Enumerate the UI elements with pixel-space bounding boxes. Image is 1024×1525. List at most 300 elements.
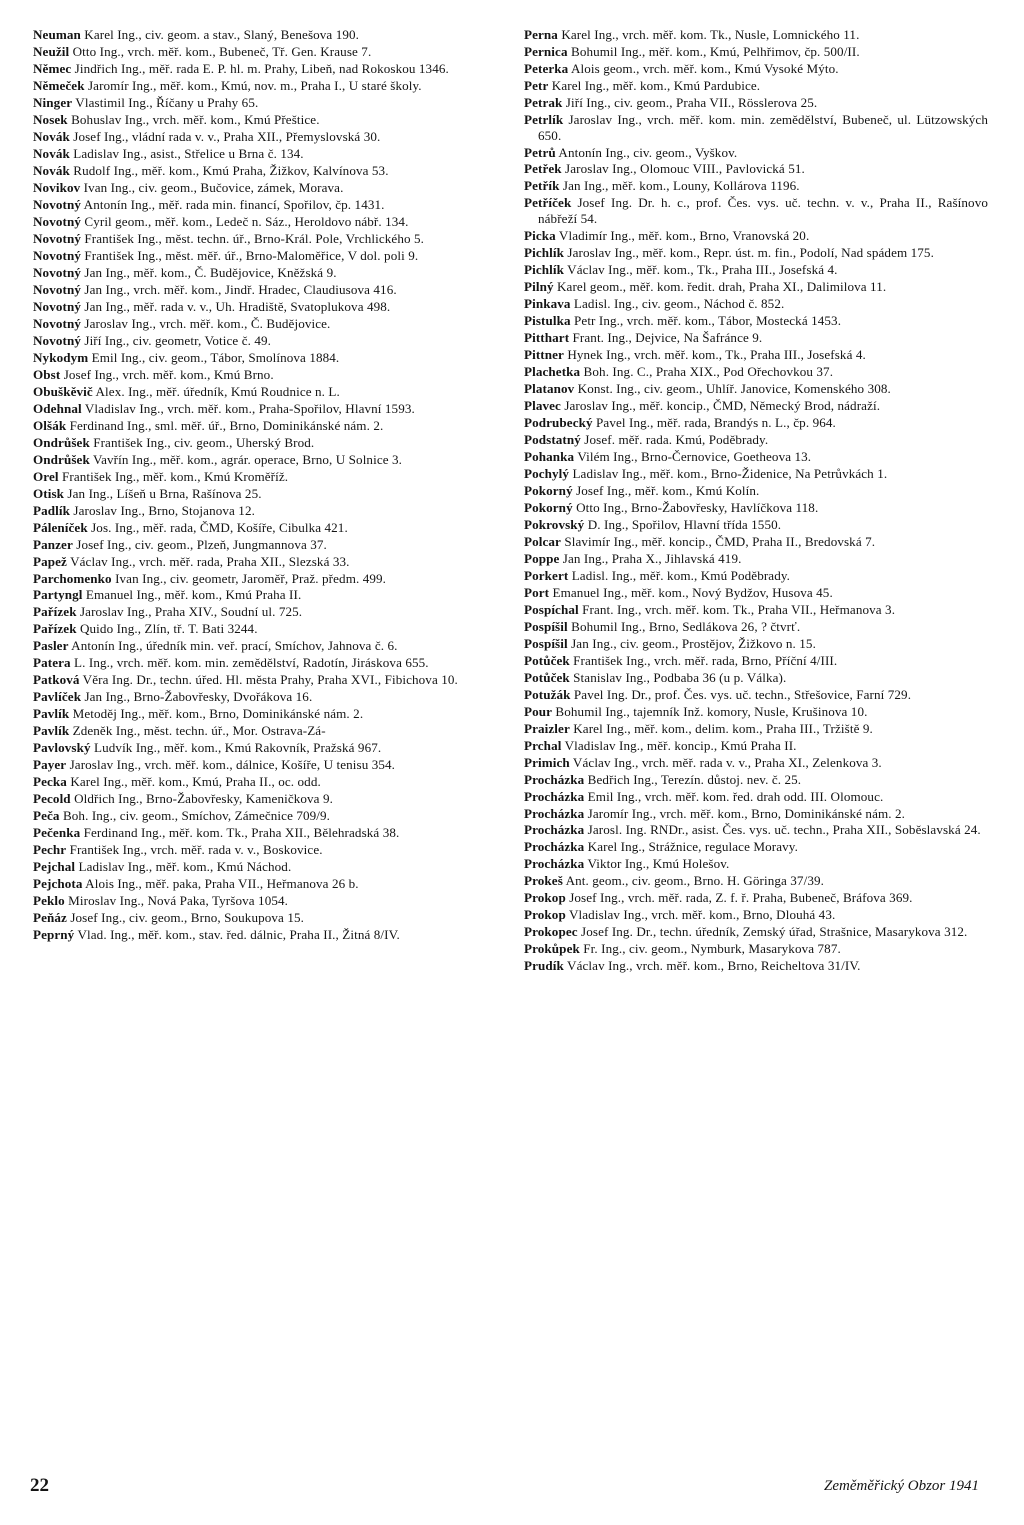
entry-details: Vladislav Ing., vrch. měř. kom., Praha-Spořilov, Hlavní 1593. xyxy=(81,400,415,416)
directory-entry xyxy=(33,927,497,943)
entry-details: Frant. Ing., vrch. měř. kom. Tk., Praha VII., Heřmanova 3. xyxy=(578,601,896,617)
entry-details: František Ing., civ. geom., Uherský Brod. xyxy=(89,434,315,450)
entry-surname: Páleníček xyxy=(33,519,88,535)
directory-entry xyxy=(524,500,988,516)
entry-surname: Procházka xyxy=(524,771,585,787)
entry-details: Jan Ing., Líšeň u Brna, Rašínova 25. xyxy=(64,485,262,501)
directory-entry xyxy=(524,839,988,855)
directory-entry xyxy=(524,364,988,380)
entry-surname: Panzer xyxy=(33,536,73,552)
entry-details: Karel Ing., Strážnice, regulace Moravy. xyxy=(584,839,798,855)
entry-surname: Payer xyxy=(33,757,67,773)
entry-details: Fr. Ing., civ. geom., Nymburk, Masarykova 787. xyxy=(579,941,841,957)
entry-surname: Potůček xyxy=(524,652,570,668)
entry-surname: Novotný xyxy=(33,332,81,348)
entry-details: Jan Ing., Praha X., Jihlavská 419. xyxy=(559,550,742,566)
entry-details: Jan Ing., měř. kom., Louny, Kollárova 1196. xyxy=(559,178,800,194)
directory-entry xyxy=(33,435,497,451)
right-column xyxy=(524,27,988,975)
directory-entry xyxy=(524,534,988,550)
entry-details: Viktor Ing., Kmú Holešov. xyxy=(584,856,730,872)
directory-entry xyxy=(33,146,497,162)
directory-entry xyxy=(33,350,497,366)
directory-entry xyxy=(33,197,497,213)
entry-surname: Pinkava xyxy=(524,295,571,311)
directory-entry xyxy=(33,27,497,43)
directory-entry xyxy=(33,689,497,705)
directory-entry xyxy=(33,214,497,230)
directory-entry xyxy=(524,195,988,226)
entry-surname: Pospíšil xyxy=(524,618,568,634)
directory-entry xyxy=(524,95,988,111)
entry-details: Jan Ing., Brno-Žabovřesky, Dvořákova 16. xyxy=(81,689,313,705)
entry-details: Vilém Ing., Brno-Černovice, Goetheova 13. xyxy=(574,448,812,464)
entry-surname: Pichlík xyxy=(524,245,564,261)
entry-details: Jaroslav Ing., měř. kom., Repr. úst. m. fin., Podolí, Nad spádem 175. xyxy=(564,245,934,261)
entry-surname: Podstatný xyxy=(524,431,581,447)
directory-entry xyxy=(524,145,988,161)
entry-surname: Olšák xyxy=(33,417,67,433)
entry-details: Antonín Ing., úředník min. veř. prací, Smíchov, Jahnova č. 6. xyxy=(68,638,398,654)
directory-entry xyxy=(524,738,988,754)
directory-entry xyxy=(524,721,988,737)
directory-entry xyxy=(33,452,497,468)
entry-details: Ladisl. Ing., civ. geom., Náchod č. 852. xyxy=(570,295,785,311)
entry-details: Vladimír Ing., měř. kom., Brno, Vranovská 20. xyxy=(555,228,810,244)
directory-entry xyxy=(33,791,497,807)
entry-details: D. Ing., Spořilov, Hlavní třída 1550. xyxy=(584,516,782,532)
entry-details: Otto Ing., Brno-Žabovřesky, Havlíčkova 118. xyxy=(572,499,819,515)
entry-details: Josef Ing., vrch. měř. rada, Z. f. ř. Praha, Bubeneč, Bráfova 369. xyxy=(565,890,913,906)
directory-entry xyxy=(33,859,497,875)
entry-details: Rudolf Ing., měř. kom., Kmú Praha, Žižkov, Kalvínova 53. xyxy=(69,162,389,178)
entry-surname: Primich xyxy=(524,754,570,770)
directory-entry xyxy=(33,163,497,179)
directory-entry xyxy=(524,381,988,397)
entry-details: Josef Ing., civ. geom., Brno, Soukupova 15. xyxy=(66,910,304,926)
entry-details: Jan Ing., měř. rada v. v., Uh. Hradiště, Svatoplukova 498. xyxy=(81,298,391,314)
directory-entry xyxy=(524,619,988,635)
entry-surname: Pilný xyxy=(524,278,554,294)
entry-details: Antonín Ing., civ. geom., Vyškov. xyxy=(555,144,738,160)
directory-entry xyxy=(524,755,988,771)
directory-entry xyxy=(33,265,497,281)
directory-entry xyxy=(33,129,497,145)
entry-surname: Pecka xyxy=(33,774,67,790)
entry-details: Václav Ing., vrch. měř. rada, Praha XII., Slezská 33. xyxy=(66,553,350,569)
directory-entry xyxy=(33,723,497,739)
entry-surname: Pařízek xyxy=(33,621,77,637)
entry-details: Jaromír Ing., vrch. měř. kom., Brno, Dominikánské nám. 2. xyxy=(584,805,906,821)
directory-entry xyxy=(524,279,988,295)
directory-entry xyxy=(33,706,497,722)
directory-entry xyxy=(33,61,497,77)
entry-surname: Němec xyxy=(33,60,72,76)
page-number: 22 xyxy=(30,1475,49,1496)
entry-surname: Petřík xyxy=(524,178,560,194)
entry-surname: Potužák xyxy=(524,686,571,702)
entry-surname: Parchomenko xyxy=(33,570,112,586)
entry-surname: Novotný xyxy=(33,247,81,263)
directory-entry xyxy=(524,483,988,499)
entry-surname: Procházka xyxy=(524,822,585,838)
entry-surname: Obuškěvič xyxy=(33,383,93,399)
entry-details: František Ing., měst. měř. úř., Brno-Maloměřice, V dol. poli 9. xyxy=(81,247,419,263)
directory-entry xyxy=(33,112,497,128)
entry-details: Emanuel Ing., měř. kom., Nový Bydžov, Husova 45. xyxy=(549,584,833,600)
entry-details: Boh. Ing. C., Praha XIX., Pod Ořechovkou 37. xyxy=(580,363,834,379)
entry-surname: Partyngl xyxy=(33,587,83,603)
entry-surname: Perna xyxy=(524,27,558,42)
directory-entry xyxy=(524,873,988,889)
entry-details: Karel Ing., vrch. měř. kom. Tk., Nusle, Lomnického 11. xyxy=(557,27,860,42)
entry-details: František Ing., měř. kom., Kmú Kroměříž. xyxy=(58,468,289,484)
entry-surname: Petrů xyxy=(524,144,556,160)
directory-entry xyxy=(524,228,988,244)
entry-surname: Otisk xyxy=(33,485,65,501)
entry-surname: Procházka xyxy=(524,856,585,872)
entry-details: Bohumil Ing., Brno, Sedlákova 26, ? čtvrť. xyxy=(567,618,801,634)
entry-details: Vladislav Ing., měř. koncip., Kmú Praha II. xyxy=(561,737,797,753)
entry-details: Bohumil Ing., tajemník Inž. komory, Nusle, Krušinova 10. xyxy=(552,703,868,719)
entry-details: Alex. Ing., měř. úředník, Kmú Roudnice n. L. xyxy=(92,383,340,399)
entry-details: František Ing., vrch. měř. rada v. v., Boskovice. xyxy=(66,842,323,858)
entry-details: Alois geom., vrch. měř. kom., Kmú Vysoké Mýto. xyxy=(568,60,839,76)
entry-details: Cyril geom., měř. kom., Ledeč n. Sáz., Heroldovo nábř. 134. xyxy=(81,213,409,229)
directory-entry xyxy=(524,313,988,329)
directory-entry xyxy=(524,806,988,822)
entry-surname: Poppe xyxy=(524,550,560,566)
directory-entry xyxy=(33,587,497,603)
directory-entry xyxy=(524,602,988,618)
entry-surname: Nykodym xyxy=(33,349,89,365)
entry-details: Stanislav Ing., Podbaba 36 (u p. Válka). xyxy=(569,669,787,685)
entry-surname: Peterka xyxy=(524,60,569,76)
directory-entry xyxy=(33,367,497,383)
entry-details: Václav Ing., měř. kom., Tk., Praha III., Josefská 4. xyxy=(564,262,838,277)
entry-details: Věra Ing. Dr., techn. úřed. Hl. města Prahy, Praha XVI., Fibichova 10. xyxy=(79,672,458,688)
entry-surname: Peklo xyxy=(33,893,65,909)
directory-entry xyxy=(524,856,988,872)
entry-surname: Pittner xyxy=(524,346,564,362)
directory-entry xyxy=(524,449,988,465)
entry-surname: Petrak xyxy=(524,94,563,110)
entry-details: Konst. Ing., civ. geom., Uhlíř. Janovice, Komenského 308. xyxy=(574,380,891,396)
entry-surname: Odehnal xyxy=(33,400,82,416)
entry-surname: Pařízek xyxy=(33,604,77,620)
entry-details: Jaroslav Ing., vrch. měř. kom., dálnice, Košíře, U tenisu 354. xyxy=(66,757,396,773)
entry-surname: Praizler xyxy=(524,720,570,736)
entry-details: Ludvík Ing., měř. kom., Kmú Rakovník, Pražská 967. xyxy=(90,740,382,756)
entry-surname: Novák xyxy=(33,162,70,178)
directory-entry xyxy=(524,704,988,720)
entry-surname: Ninger xyxy=(33,94,73,110)
directory-entry xyxy=(33,384,497,400)
entry-surname: Procházka xyxy=(524,839,585,855)
entry-surname: Pečenka xyxy=(33,825,81,841)
entry-surname: Petr xyxy=(524,77,549,93)
entry-details: Karel Ing., měř. kom., Kmú, Praha II., oc. odd. xyxy=(66,774,321,790)
entry-details: Václav Ing., vrch. měř. kom., Brno, Reicheltova 31/IV. xyxy=(563,958,861,974)
entry-details: Pavel Ing. Dr., prof. Čes. vys. uč. techn., Střešovice, Farní 729. xyxy=(570,686,912,702)
entry-surname: Němeček xyxy=(33,77,85,93)
directory-entry xyxy=(33,910,497,926)
entry-surname: Prokop xyxy=(524,907,566,923)
directory-entry xyxy=(524,653,988,669)
entry-surname: Pistulka xyxy=(524,312,571,328)
entry-details: Václav Ing., vrch. měř. rada v. v., Praha XI., Zelenkova 3. xyxy=(569,754,882,770)
entry-surname: Porkert xyxy=(524,567,569,583)
entry-surname: Platanov xyxy=(524,380,575,396)
directory-entry xyxy=(524,789,988,805)
entry-surname: Novikov xyxy=(33,179,81,195)
entry-details: Josef Ing., vládní rada v. v., Praha XII., Přemyslovská 30. xyxy=(69,128,381,144)
directory-entry xyxy=(524,466,988,482)
directory-entry xyxy=(33,825,497,841)
directory-entry xyxy=(524,61,988,77)
page-footer xyxy=(0,1475,1024,1505)
entry-surname: Petřek xyxy=(524,161,562,177)
directory-entry xyxy=(33,520,497,536)
entry-surname: Procházka xyxy=(524,788,585,804)
directory-entry xyxy=(33,248,497,264)
entry-details: Jan Ing., měř. kom., Č. Budějovice, Kněžská 9. xyxy=(81,264,337,280)
directory-entry xyxy=(524,178,988,194)
directory-entry xyxy=(33,95,497,111)
entry-surname: Novotný xyxy=(33,298,81,314)
entry-details: Josef. měř. rada. Kmú, Poděbrady. xyxy=(580,431,769,447)
entry-details: Ladislav Ing., měř. kom., Brno-Židenice, Na Petrůvkách 1. xyxy=(569,465,888,481)
entry-surname: Pochylý xyxy=(524,465,570,481)
journal-title: Zeměměřický Obzor 1941 xyxy=(824,1478,979,1494)
directory-entry xyxy=(33,621,497,637)
entry-details: František Ing., měst. techn. úř., Brno-Král. Pole, Vrchlického 5. xyxy=(81,230,425,246)
entry-surname: Pejchal xyxy=(33,859,76,875)
entry-surname: Pokrovský xyxy=(524,516,585,532)
directory-entry xyxy=(524,941,988,957)
entry-surname: Prokop xyxy=(524,890,566,906)
entry-surname: Pitthart xyxy=(524,329,570,345)
entry-details: Ferdinand Ing., měř. kom. Tk., Praha XII., Bělehradská 38. xyxy=(80,825,400,841)
entry-details: Ladislav Ing., asist., Střelice u Brna č. 134. xyxy=(69,145,304,161)
entry-surname: Pavlíček xyxy=(33,689,82,705)
directory-entry xyxy=(524,398,988,414)
entry-surname: Pospíšil xyxy=(524,635,568,651)
entry-details: Josef Ing. Dr., techn. úředník, Zemský úřad, Strašnice, Masarykova 312. xyxy=(577,924,968,940)
entry-surname: Novák xyxy=(33,128,70,144)
entry-surname: Neuman xyxy=(33,27,81,42)
entry-surname: Novotný xyxy=(33,213,81,229)
directory-entry xyxy=(33,554,497,570)
entry-surname: Pohanka xyxy=(524,448,575,464)
entry-details: Ferdinand Ing., sml. měř. úř., Brno, Dominikánské nám. 2. xyxy=(66,417,384,433)
directory-entry xyxy=(524,907,988,923)
entry-details: Ladislav Ing., měř. kom., Kmú Náchod. xyxy=(75,859,292,875)
entry-details: Jaroslav Ing., měř. koncip., ČMD, Německý Brod, nádraží. xyxy=(560,397,881,413)
entry-surname: Novotný xyxy=(33,315,81,331)
entry-details: Ladisl. Ing., měř. kom., Kmú Poděbrady. xyxy=(568,567,791,583)
entry-surname: Plachetka xyxy=(524,363,581,379)
directory-entry xyxy=(33,638,497,654)
directory-entry xyxy=(33,401,497,417)
entry-surname: Pecold xyxy=(33,791,71,807)
directory-entry xyxy=(33,655,497,671)
entry-surname: Obst xyxy=(33,366,61,382)
entry-details: Karel geom., měř. kom. ředit. drah, Praha XI., Dalimilova 11. xyxy=(553,278,887,294)
entry-details: Jaromír Ing., měř. kom., Kmú, nov. m., Praha I., U staré školy. xyxy=(84,77,422,93)
directory-entry xyxy=(524,670,988,686)
entry-details: Oldřich Ing., Brno-Žabovřesky, Kameničkova 9. xyxy=(70,791,333,807)
entry-surname: Orel xyxy=(33,468,59,484)
entry-details: Jos. Ing., měř. rada, ČMD, Košíře, Cibulka 421. xyxy=(87,519,348,535)
directory-entry xyxy=(33,503,497,519)
entry-surname: Potůček xyxy=(524,669,570,685)
entry-surname: Petrlík xyxy=(524,111,564,127)
directory-entry xyxy=(33,316,497,332)
entry-details: Josef Ing. Dr. h. c., prof. Čes. vys. uč. techn. v. v., Praha II., Rašínovo nábřeží 54. xyxy=(538,195,988,227)
entry-details: Jaroslav Ing., vrch. měř. kom., Č. Budějovice. xyxy=(81,315,331,331)
entry-details: Frant. Ing., Dejvice, Na Šafránce 9. xyxy=(569,329,763,345)
entry-surname: Novák xyxy=(33,145,70,161)
entry-surname: Padlík xyxy=(33,502,70,518)
directory-entry xyxy=(33,469,497,485)
entry-details: Bedřich Ing., Terezín. důstoj. nev. č. 25. xyxy=(584,771,802,787)
entry-surname: Pokorný xyxy=(524,499,573,515)
entry-details: Metoděj Ing., měř. kom., Brno, Dominikánské nám. 2. xyxy=(69,706,364,722)
directory-entry xyxy=(33,740,497,756)
entry-surname: Pospíchal xyxy=(524,601,579,617)
directory-entry xyxy=(33,44,497,60)
directory-entry xyxy=(33,876,497,892)
directory-entry xyxy=(524,568,988,584)
entry-details: František Ing., vrch. měř. rada, Brno, Příční 4/III. xyxy=(569,652,838,668)
directory-entry xyxy=(524,822,988,838)
entry-details: Pavel Ing., měř. rada, Brandýs n. L., čp. 964. xyxy=(592,414,836,430)
entry-details: Jindřich Ing., měř. rada E. P. hl. m. Prahy, Libeň, nad Rokoskou 1346. xyxy=(71,60,449,76)
directory-entry xyxy=(524,44,988,60)
directory-entry xyxy=(524,687,988,703)
entry-surname: Podrubecký xyxy=(524,414,593,430)
directory-entry xyxy=(524,112,988,143)
directory-entry xyxy=(524,551,988,567)
entry-details: Slavimír Ing., měř. koncip., ČMD, Praha II., Bredovská 7. xyxy=(560,533,876,549)
entry-details: Emil Ing., civ. geom., Tábor, Smolínova 1884. xyxy=(88,349,340,365)
entry-surname: Peča xyxy=(33,808,60,824)
directory-entry xyxy=(524,245,988,261)
directory-entry xyxy=(33,893,497,909)
entry-surname: Prchal xyxy=(524,737,562,753)
directory-entry xyxy=(33,537,497,553)
entry-surname: Patera xyxy=(33,655,71,671)
directory-entry xyxy=(524,330,988,346)
directory-entry xyxy=(33,78,497,94)
entry-details: Jaroslav Ing., Praha XIV., Soudní ul. 725. xyxy=(76,604,303,620)
entry-surname: Pechr xyxy=(33,842,67,858)
entry-details: Vladislav Ing., vrch. měř. kom., Brno, Dlouhá 43. xyxy=(565,907,836,923)
entry-surname: Peprný xyxy=(33,927,75,943)
entry-surname: Pejchota xyxy=(33,876,83,892)
directory-entry xyxy=(33,842,497,858)
directory-entry xyxy=(524,958,988,974)
entry-surname: Neužil xyxy=(33,43,70,59)
entry-surname: Prokopec xyxy=(524,924,578,940)
entry-surname: Procházka xyxy=(524,805,585,821)
entry-details: Ivan Ing., civ. geom., Bučovice, zámek, Morava. xyxy=(80,179,344,195)
directory-entry xyxy=(524,585,988,601)
entry-details: Quido Ing., Zlín, tř. T. Bati 3244. xyxy=(76,621,258,637)
directory-entry xyxy=(524,415,988,431)
entry-details: Emanuel Ing., měř. kom., Kmú Praha II. xyxy=(82,587,302,603)
entry-details: Ant. geom., civ. geom., Brno. H. Göringa 37/39. xyxy=(562,873,824,889)
entry-surname: Pichlík xyxy=(524,262,564,277)
entry-surname: Ondrůšek xyxy=(33,451,90,467)
entry-details: Boh. Ing., civ. geom., Smíchov, Zámečnice 709/9. xyxy=(59,808,331,824)
directory-entry xyxy=(33,808,497,824)
entry-surname: Prokůpek xyxy=(524,941,580,957)
entry-surname: Picka xyxy=(524,228,556,244)
entry-details: L. Ing., vrch. měř. kom. min. zemědělství, Radotín, Jiráskova 655. xyxy=(70,655,429,671)
directory-entry xyxy=(524,517,988,533)
directory-entry xyxy=(33,231,497,247)
entry-details: Josef Ing., měř. kom., Kmú Kolín. xyxy=(572,482,760,498)
entry-surname: Polcar xyxy=(524,533,561,549)
entry-details: Alois Ing., měř. paka, Praha VII., Heřmanova 26 b. xyxy=(82,876,359,892)
entry-details: Antonín Ing., měř. rada min. financí, Spořilov, čp. 1431. xyxy=(81,196,385,212)
entry-details: Josef Ing., vrch. měř. kom., Kmú Brno. xyxy=(60,366,274,382)
entry-surname: Pokorný xyxy=(524,482,573,498)
entry-surname: Nosek xyxy=(33,111,68,127)
entry-details: Hynek Ing., vrch. měř. kom., Tk., Praha III., Josefská 4. xyxy=(563,346,866,362)
directory-entry xyxy=(524,890,988,906)
entry-details: Jaroslav Ing., Brno, Stojanova 12. xyxy=(70,502,255,518)
directory-entry xyxy=(524,296,988,312)
directory-entry xyxy=(33,282,497,298)
entry-surname: Novotný xyxy=(33,281,81,297)
directory-entry xyxy=(524,161,988,177)
directory-entry xyxy=(33,604,497,620)
entry-details: Bohumil Ing., měř. kom., Kmú, Pelhřimov, čp. 500/II. xyxy=(567,43,860,59)
directory-entry xyxy=(33,571,497,587)
entry-surname: Petříček xyxy=(524,195,572,211)
entry-surname: Pasler xyxy=(33,638,69,654)
entry-details: Jaroslav Ing., vrch. měř. kom. min. zemědělství, Bubeneč, ul. Lützowských 650. xyxy=(538,111,988,143)
entry-details: Jaroslav Ing., Olomouc VIII., Pavlovická 51. xyxy=(561,161,805,177)
directory-entry xyxy=(524,636,988,652)
directory-entry xyxy=(524,347,988,363)
entry-surname: Pavlík xyxy=(33,706,70,722)
entry-surname: Pavlovský xyxy=(33,740,91,756)
directory-entry xyxy=(524,772,988,788)
entry-details: Vavřín Ing., měř. kom., agrár. operace, Brno, U Solnice 3. xyxy=(89,451,403,467)
entry-surname: Peňáz xyxy=(33,910,67,926)
entry-details: Petr Ing., vrch. měř. kom., Tábor, Mostecká 1453. xyxy=(570,312,842,328)
entry-details: Ivan Ing., civ. geometr, Jaroměř, Praž. předm. 499. xyxy=(111,570,387,586)
entry-surname: Novotný xyxy=(33,230,81,246)
entry-surname: Papež xyxy=(33,553,67,569)
entry-details: Miroslav Ing., Nová Paka, Tyršova 1054. xyxy=(64,893,289,909)
directory-entry xyxy=(524,78,988,94)
entry-surname: Pour xyxy=(524,703,553,719)
entry-details: Zdeněk Ing., měst. techn. úř., Mor. Ostrava-Zá- xyxy=(69,723,326,739)
directory-entry xyxy=(33,418,497,434)
entry-details: Bohuslav Ing., vrch. měř. kom., Kmú Přeštice. xyxy=(67,111,320,127)
entry-surname: Ondrůšek xyxy=(33,434,90,450)
entry-details: Vlastimil Ing., Říčany u Prahy 65. xyxy=(72,94,259,110)
directory-entry xyxy=(524,262,988,278)
entry-surname: Port xyxy=(524,584,550,600)
entry-details: Karel Ing., měř. kom., Kmú Pardubice. xyxy=(548,77,761,93)
directory-entry xyxy=(33,333,497,349)
